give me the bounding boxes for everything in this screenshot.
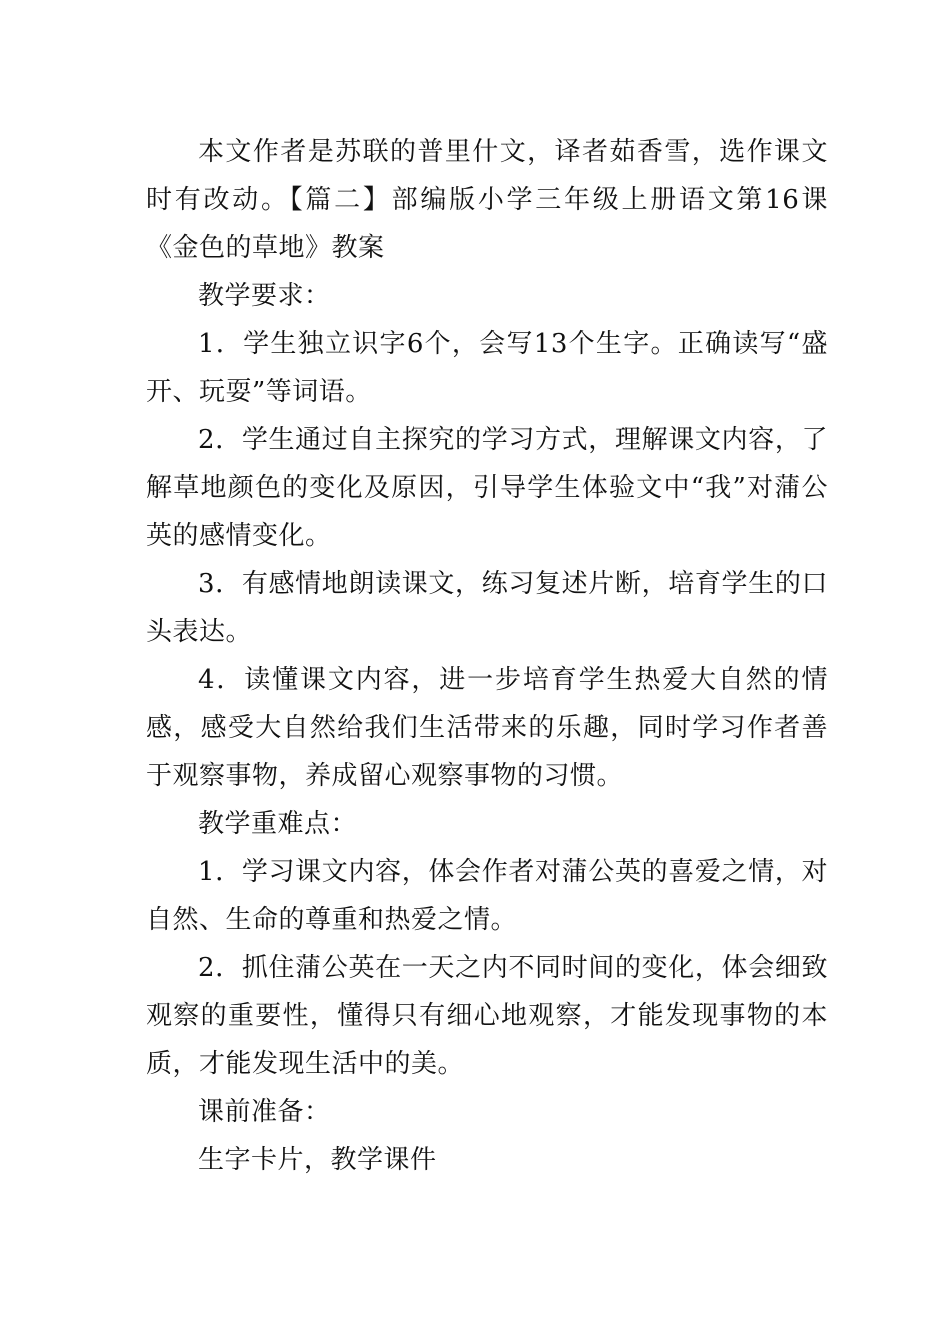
requirement-item-2: 2．学生通过自主探究的学习方式，理解课文内容，了解草地颜色的变化及原因，引导学生体验文中“我”对蒲公英的感情变化。: [146, 425, 828, 551]
requirement-item-4: 4．读懂课文内容，进一步培育学生热爱大自然的情感，感受大自然给我们生活带来的乐趣，同时学习作者善于观察事物，养成留心观察事物的习惯。: [146, 665, 828, 791]
preparation-text: 生字卡片，教学课件: [198, 1145, 437, 1175]
document-body: [146, 128, 828, 1184]
heading-preparation: 课前准备：: [198, 1097, 331, 1127]
paragraph-intro: 本文作者是苏联的普里什文，译者茹香雪，选作课文时有改动。【篇二】部编版小学三年级上册语文第16课《金色的草地》教案: [146, 137, 828, 263]
heading-teaching-requirements: 教学要求：: [198, 281, 331, 311]
difficulty-item-2: 2．抓住蒲公英在一天之内不同时间的变化，体会细致观察的重要性，懂得只有细心地观察，才能发现事物的本质，才能发现生活中的美。: [146, 953, 828, 1079]
requirement-item-1: 1．学生独立识字6个，会写13个生字。正确读写“盛开、玩耍”等词语。: [146, 329, 828, 407]
requirement-item-3: 3．有感情地朗读课文，练习复述片断，培育学生的口头表达。: [146, 569, 828, 647]
difficulty-item-1: 1．学习课文内容，体会作者对蒲公英的喜爱之情，对自然、生命的尊重和热爱之情。: [146, 857, 828, 935]
heading-key-difficulties: 教学重难点：: [198, 809, 358, 839]
